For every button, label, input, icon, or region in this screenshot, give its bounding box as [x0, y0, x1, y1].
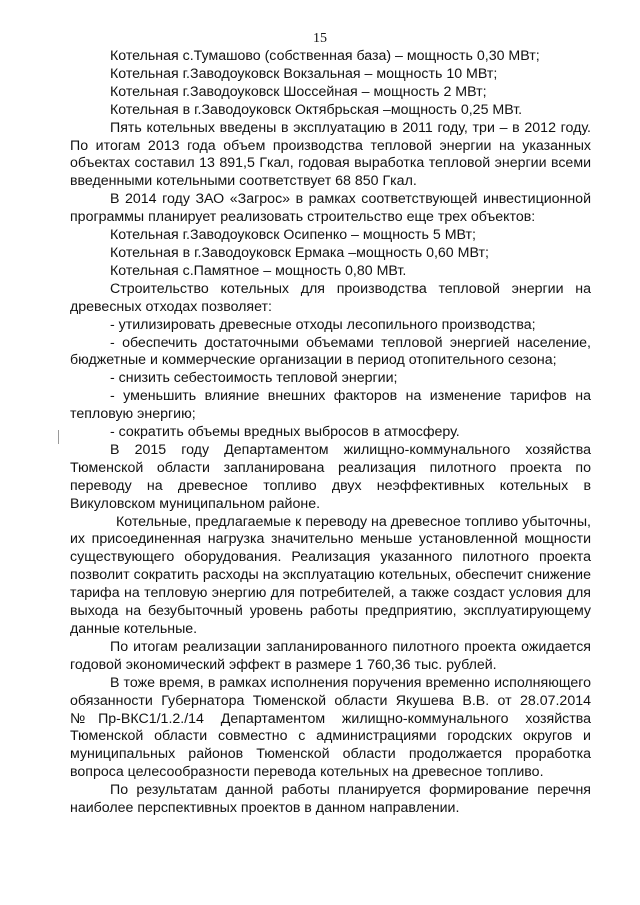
document-body	[70, 48, 591, 818]
paragraph-boiler-shosseynaya: Котельная г.Заводоуковск Шоссейная – мощность 2 МВт;	[110, 83, 487, 100]
paragraph-boiler-vokzalnaya: Котельная г.Заводоуковск Вокзальная – мощность 10 МВт;	[110, 65, 498, 82]
paragraph-boiler-pamyatnoe: Котельная с.Памятное – мощность 0,80 МВт.	[110, 262, 407, 279]
paragraph-commissioning-2011: Пять котельных введены в эксплуатацию в 2011 году, три – в 2012 году. По итогам 2013 года объем производства тепловой энергии на указанных объектах составил 13 891,5 Гкал, годовая выработка тепловой энергии всеми введенными котельными соответствует 68 850 Гкал.	[70, 119, 591, 190]
paragraph-governor-instruction: В тоже время, в рамках исполнения поручения временно исполняющего обязанности Губернатора Тюменской области Якушева В.В. от 28.07.2014 №Пр-ВКС1/1.2./14 Департаментом жилищно-коммунального хозяйства Тюменской области совместно с администрациями городских округов и муниципальных районов Тюменской области продолжается проработка вопроса целесообразности перевода котельных на древесное топливо.	[70, 674, 591, 781]
paragraph-results: По результатам данной работы планируется формирование перечня наиболее перспективных проектов в данном направлении.	[70, 782, 591, 817]
page-number: 15	[313, 31, 327, 46]
paragraph-unprofitable-boilers: Котельные, предлагаемые к переводу на древесное топливо убыточны, их присоединенная нагрузка значительно меньше установленной мощности существующего оборудования. Реализация указанного пилотного проекта позволит сократить расходы на эксплуатацию котельных, обеспечит снижение тарифа на тепловую энергию для потребителей, а также создаст условия для выхода на безубыточный уровень работы предприятию, эксплуатирующему данные котельные.	[70, 513, 591, 637]
paragraph-boiler-oktyabrskaya: Котельная в г.Заводоуковск Октябрьская –мощность 0,25 МВт.	[110, 101, 523, 118]
paragraph-benefits-intro: Строительство котельных для производства тепловой энергии на древесных отходах позволяет:	[70, 280, 591, 315]
paragraph-zagros-2014: В 2014 году ЗАО «Загрос» в рамках соответствующей инвестиционной программы планирует реализовать строительство еще трех объектов:	[70, 191, 591, 226]
scan-margin-mark	[58, 430, 59, 444]
paragraph-boiler-tumashovo: Котельная с.Тумашово (собственная база) – мощность 0,30 МВт;	[110, 48, 540, 64]
list-item-reduce-cost: - снизить себестоимость тепловой энергии;	[110, 370, 398, 387]
paragraph-pilot-2015: В 2015 году Департаментом жилищно-коммунального хозяйства Тюменской области запланирована реализация пилотного проекта по переводу на древесное топливо двух неэффективных котельных в Викуловском муниципальном районе.	[70, 441, 591, 512]
list-item-supply-heat: - обеспечить достаточными объемами тепловой энергией население, бюджетные и коммерческие организации в период отопительного сезона;	[70, 334, 591, 369]
list-item-reduce-emissions: - сократить объемы вредных выбросов в атмосферу.	[110, 424, 460, 441]
paragraph-economic-effect: По итогам реализации запланированного пилотного проекта ожидается годовой экономический эффект в размере 1 760,36 тыс. рублей.	[70, 638, 591, 673]
list-item-utilize-waste: - утилизировать древесные отходы лесопильного производства;	[110, 316, 536, 333]
paragraph-boiler-osipenko: Котельная г.Заводоуковск Осипенко – мощность 5 МВт;	[110, 227, 476, 244]
paragraph-boiler-ermaka: Котельная в г.Заводоуковск Ермака –мощность 0,60 МВт;	[110, 244, 489, 261]
list-item-reduce-tariff-influence: - уменьшить влияние внешних факторов на изменение тарифов на тепловую энергию;	[70, 388, 591, 423]
